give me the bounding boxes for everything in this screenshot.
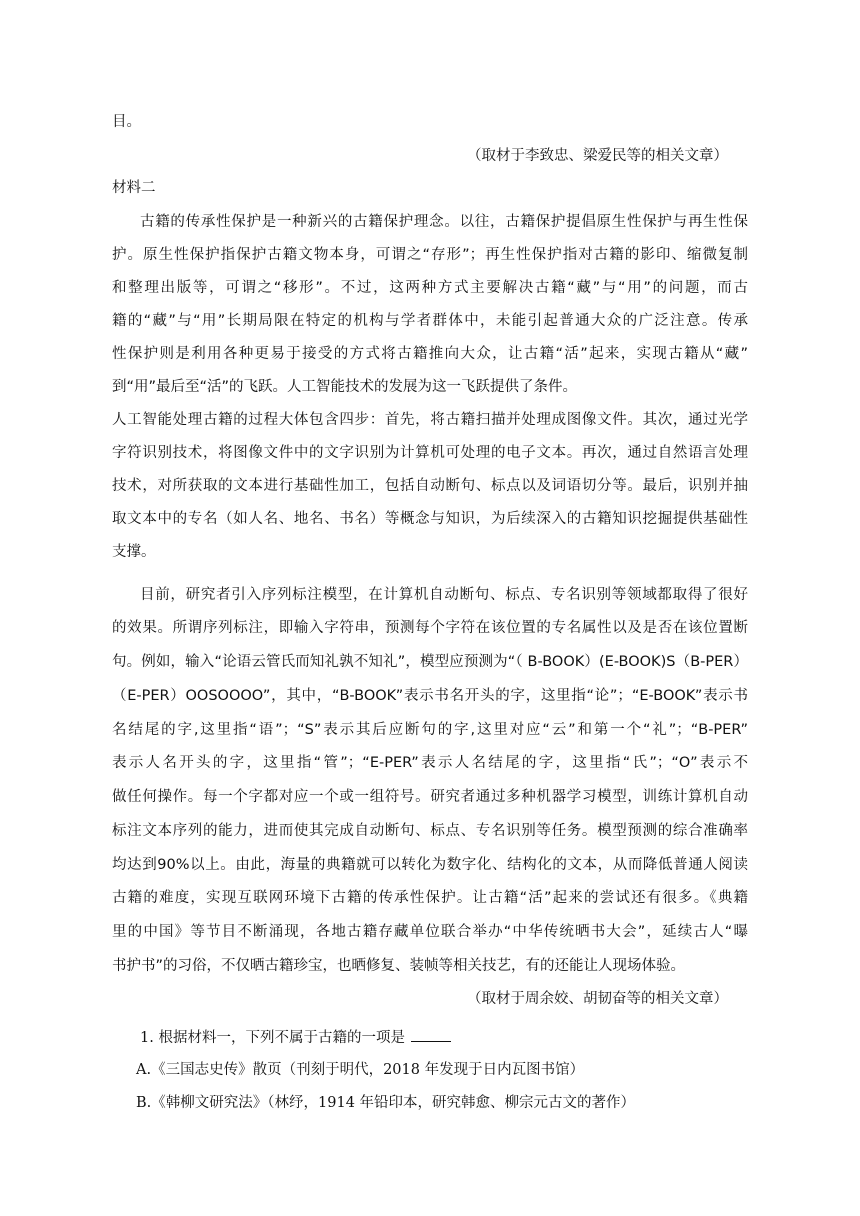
paragraph-line: 到“用”最后至“活”的飞跃。人工智能技术的发展为这一飞跃提供了条件。	[112, 379, 578, 395]
paragraph-line: 句。例如，输入“论语云管氏而知礼孰不知礼”，模型应预测为“（ B-BOOK）(E-BOOK)S（B-PER）	[112, 654, 748, 670]
paragraph-line: 里的中国》等节目不断涌现，各地古籍存藏单位联合举办“中华传统晒书大会”，延续古人“曝	[112, 924, 748, 940]
paragraph-line: 性保护则是利用各种更易于接受的方式将古籍推向大众，让古籍“活”起来，实现古籍从“藏”	[112, 346, 748, 362]
option-b: B.《韩柳文研究法》（林纾，1914 年铅印本，研究韩愈、柳宗元古文的著作）	[136, 1095, 636, 1111]
paragraph-line: 支撑。	[112, 544, 156, 560]
paragraph-line: 技术，对所获取的文本进行基础性加工，包括自动断句、标点以及词语切分等。最后，识别并抽	[112, 478, 748, 494]
paragraph-line: 表示人名开头的字，这里指“管”；“E-PER”表示人名结尾的字，这里指“氏”；“O”表示不	[112, 755, 748, 771]
paragraph-line: 字符识别技术，将图像文件中的文字识别为计算机可处理的电子文本。再次，通过自然语言处理	[112, 445, 748, 461]
paragraph-line: 书护书”的习俗，不仅晒古籍珍宝，也晒修复、装帧等相关技艺，有的还能让人现场体验。	[112, 958, 686, 974]
option-a: A.《三国志史传》散页（刊刻于明代，2018 年发现于日内瓦图书馆）	[136, 1062, 585, 1078]
paragraph-line: 标注文本序列的能力，进而使其完成自动断句、标点、专名识别等任务。模型预测的综合准确率	[112, 823, 748, 839]
top-fragment: 目。	[112, 114, 141, 130]
paragraph-line: 和整理出版等，可谓之“移形”。不过，这两种方式主要解决古籍“藏”与“用”的问题，而古	[112, 280, 748, 296]
paragraph-line: 古籍的难度，实现互联网环境下古籍的传承性保护。让古籍“活”起来的尝试还有很多。《典籍	[112, 890, 748, 906]
paragraph-line: 籍的“藏”与“用”长期局限在特定的机构与学者群体中，未能引起普通大众的广泛注意。传承	[112, 313, 748, 329]
answer-blank[interactable]	[411, 1027, 451, 1042]
paragraph-line: 均达到90%以上。由此，海量的典籍就可以转化为数字化、结构化的文本，从而降低普通人阅读	[112, 857, 748, 873]
question-1-text: 1. 根据材料一，下列不属于古籍的一项是	[140, 1030, 405, 1046]
paragraph-line: 人工智能处理古籍的过程大体包含四步：首先，将古籍扫描并处理成图像文件。其次，通过光学	[112, 412, 748, 428]
paragraph-line: 的效果。所谓序列标注，即输入字符串，预测每个字符在该位置的专名属性以及是否在该位置断	[112, 620, 748, 636]
paragraph-line: 古籍的传承性保护是一种新兴的古籍保护理念。以往，古籍保护提倡原生性保护与再生性保	[140, 214, 748, 230]
material-2-heading: 材料二	[112, 180, 156, 196]
source-citation-2: （取材于周余姣、胡韧奋等的相关文章）	[467, 991, 728, 1007]
question-1	[140, 1027, 451, 1048]
paragraph-line: 取文本中的专名（如人名、地名、书名）等概念与知识，为后续深入的古籍知识挖掘提供基础性	[112, 511, 748, 527]
paragraph-line: 目前，研究者引入序列标注模型，在计算机自动断句、标点、专名识别等领域都取得了很好	[140, 587, 748, 603]
paragraph-line: 护。原生性保护指保护古籍文物本身，可谓之“存形”；再生性保护指对古籍的影印、缩微复制	[112, 247, 748, 263]
paragraph-line: （E-PER）OOSOOOO”，其中，“B-BOOK”表示书名开头的字，这里指“论”；“E-BOOK”表示书	[112, 688, 748, 704]
paragraph-line: 名结尾的字,这里指“语”；“S”表示其后应断句的字,这里对应“云”和第一个“礼”；“B-PER”	[112, 722, 748, 738]
source-citation-1: （取材于李致忠、梁爱民等的相关文章）	[467, 148, 728, 164]
paragraph-line: 做任何操作。每一个字都对应一个或一组符号。研究者通过多种机器学习模型，训练计算机自动	[112, 789, 748, 805]
